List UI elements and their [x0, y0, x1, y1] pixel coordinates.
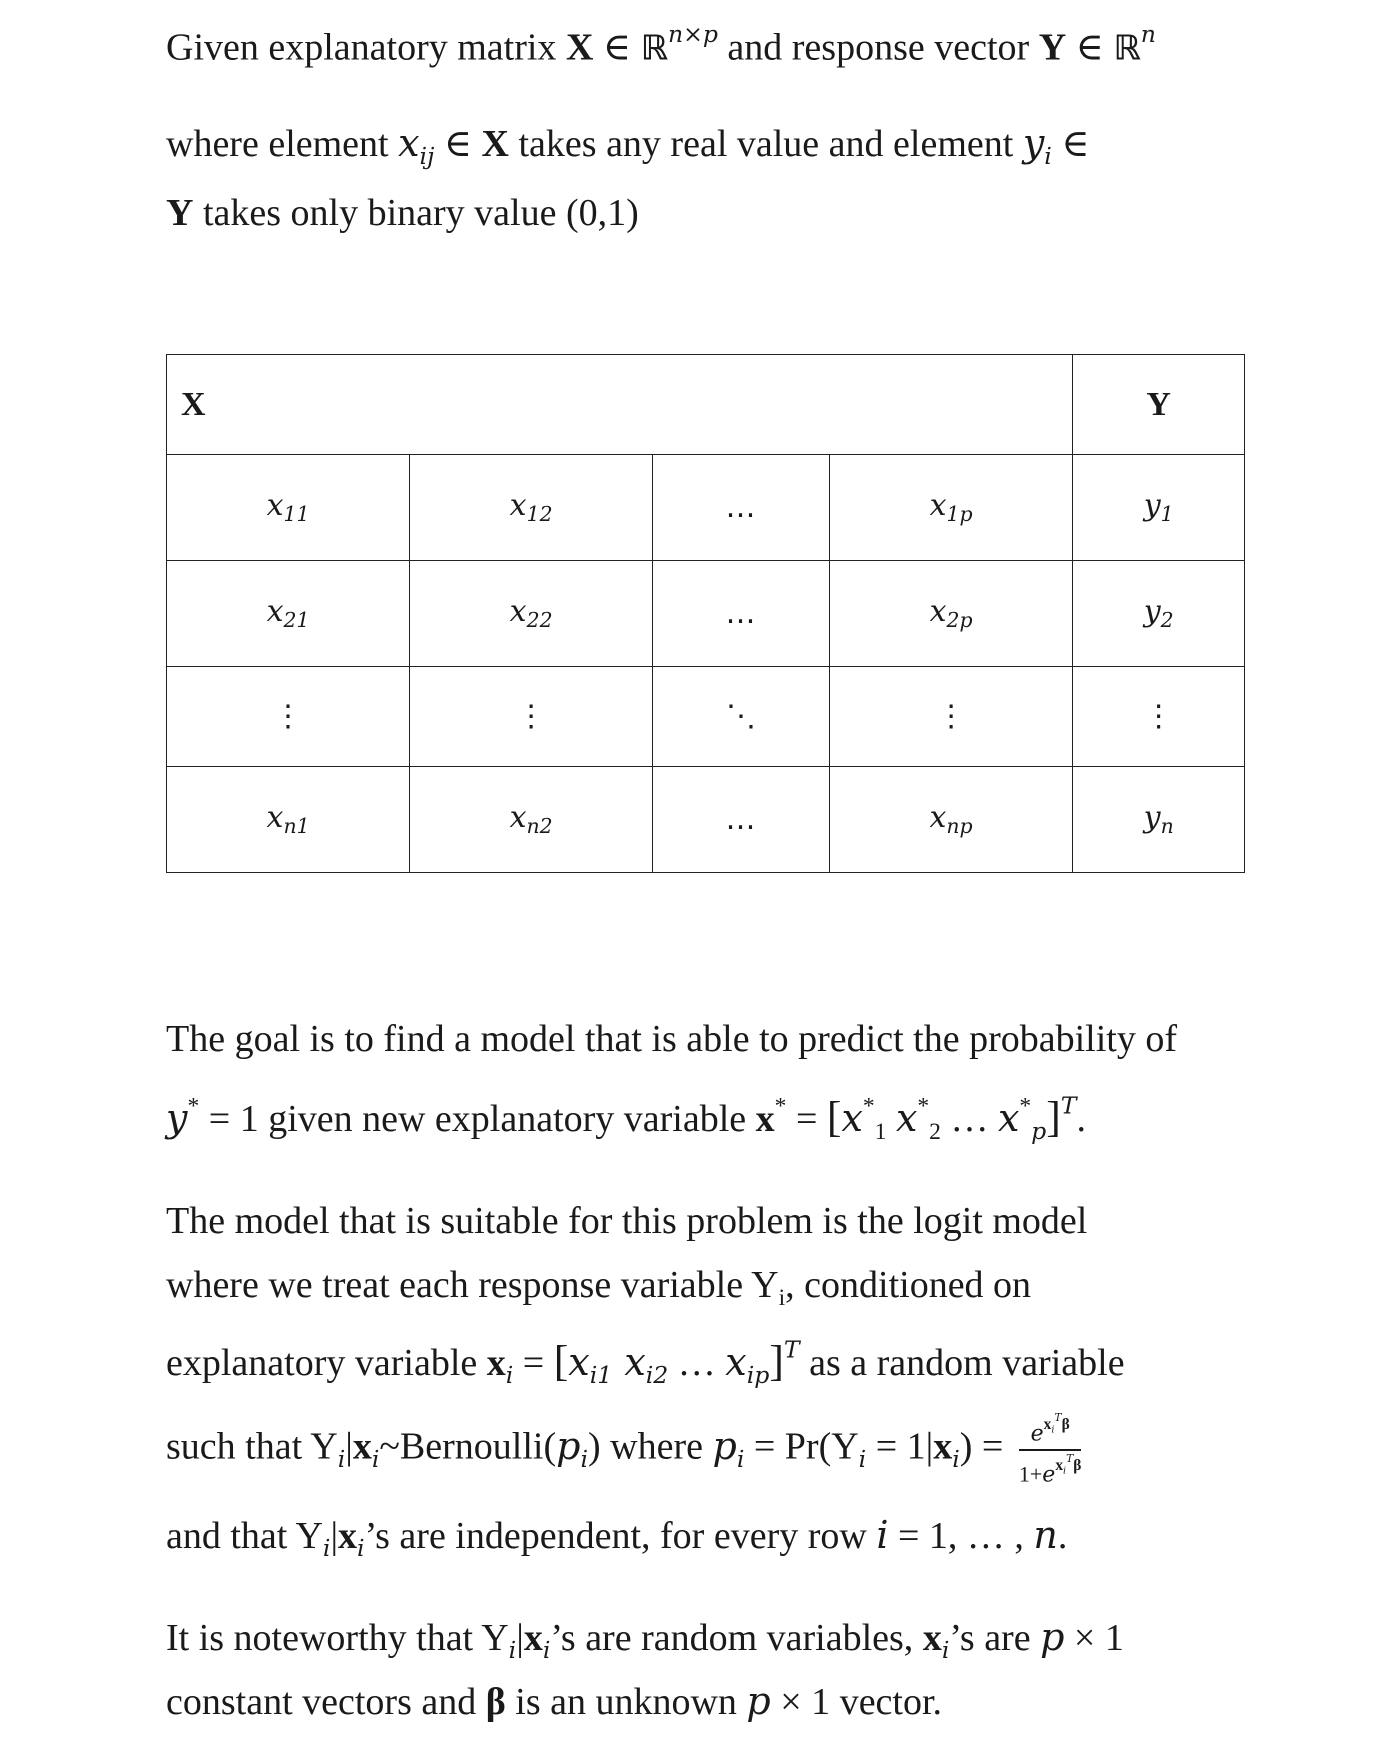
- note-line-1: It is noteworthy that $Y_i|x_i’s$ are random variables, $x_i’s$ are p × 1: [166, 1615, 1124, 1665]
- table-cell: $y_1$: [1073, 455, 1245, 561]
- note-text: ’s are: [949, 1617, 1031, 1659]
- table-cell: $x_{12}$: [410, 455, 653, 561]
- goal-line-1: The goal is to find a model that is able to predict the probability of: [166, 1018, 1177, 1060]
- intro-text: and response vector: [727, 26, 1030, 69]
- table-header-row: [167, 355, 1245, 455]
- table-cell: $x_{np}$: [829, 767, 1073, 873]
- table-cell: …: [653, 455, 830, 561]
- table-cell: ⋱: [653, 667, 830, 767]
- header-y: Y: [1073, 355, 1245, 455]
- model-text: where: [610, 1425, 703, 1468]
- table-row: [167, 667, 1245, 767]
- note-text: is an unknown: [515, 1681, 737, 1723]
- model-line-1: The model that is suitable for this problem is the logit model: [166, 1200, 1088, 1242]
- model-text: such that: [166, 1425, 303, 1468]
- intro-text: takes any real value and element: [518, 123, 1014, 165]
- table-cell: $x_{11}$: [167, 455, 410, 561]
- table-row: [167, 455, 1245, 561]
- model-line-2: [166, 1262, 1031, 1314]
- table-cell: …: [653, 767, 830, 873]
- note-text: ’s are random variables,: [550, 1617, 914, 1659]
- intro-text: where element: [166, 123, 389, 165]
- intro-line-2: where element $x_{ij}$ ∈ X takes any real value and element $y_i$ ∈: [166, 121, 1090, 171]
- logistic-fraction: $\frac{e^{x_i^T\beta}}{1+e^{x_i^T\beta}}$: [1018, 1411, 1082, 1488]
- table-cell: $x_{n1}$: [167, 767, 410, 873]
- table-cell: $x_{21}$: [167, 561, 410, 667]
- model-line-4: such that $Y_i|x_i\sim Bernoulli(p_i)$ where $p_i = Pr(Y_i = 1|x_i)$ = $\frac{e^{x_i^T\beta}}{1+e^{x_i^T\beta}}$: [166, 1411, 1082, 1488]
- data-matrix-table: [166, 354, 1245, 873]
- table-cell: ⋮: [1073, 667, 1245, 767]
- table-cell: …: [653, 561, 830, 667]
- model-text: explanatory variable: [166, 1342, 478, 1384]
- model-line-3: explanatory variable $x_i = [x_{i1}$ $x_{i2}$ … $x_{ip}]^T$ as a random variable: [166, 1335, 1125, 1390]
- note-line-2: constant vectors and β is an unknown p × 1 vector.: [166, 1679, 943, 1723]
- table-cell: $y_2$: [1073, 561, 1245, 667]
- table-row: [167, 561, 1245, 667]
- table-cell: $x_{n2}$: [410, 767, 653, 873]
- model-text: i: [778, 1285, 786, 1312]
- table-cell: ⋮: [410, 667, 653, 767]
- model-text: where we treat each response variable Y: [166, 1264, 779, 1306]
- table-row: [167, 767, 1245, 873]
- intro-text: takes only binary value (0,1): [202, 192, 639, 234]
- model-text: ’s are independent, for every row: [364, 1515, 867, 1557]
- table-cell: $x_{2p}$: [829, 561, 1073, 667]
- note-text: constant vectors and: [166, 1681, 477, 1723]
- table-cell: $x_{1p}$: [829, 455, 1073, 561]
- model-text: as a random variable: [809, 1342, 1125, 1384]
- note-text: vector.: [839, 1681, 943, 1723]
- model-text: Bernoulli: [399, 1425, 544, 1468]
- note-text: It is noteworthy that: [166, 1617, 474, 1659]
- table-cell: ⋮: [167, 667, 410, 767]
- model-text: , conditioned on: [785, 1264, 1032, 1306]
- table-cell: $y_n$: [1073, 767, 1245, 873]
- header-x: X: [167, 355, 1073, 455]
- intro-line-3: Y takes only binary value (0,1): [166, 192, 639, 234]
- model-line-5: and that $Y_i|x_i’s$ are independent, for every row i = 1, … , n.: [166, 1513, 1068, 1563]
- intro-text: Given explanatory matrix: [166, 26, 557, 69]
- table-cell: $x_{22}$: [410, 561, 653, 667]
- goal-line-2: y* = 1 given new explanatory variable $x^* = [x^*_1$ $x^*_2$ … $x^*_p]^T$.: [166, 1091, 1087, 1146]
- intro-line-1: Given explanatory matrix X ∈ ℝ$^{n\times p}$ and response vector Y ∈ ℝ$^n$: [166, 20, 1156, 69]
- table-cell: ⋮: [829, 667, 1073, 767]
- goal-text: 1 given new explanatory variable: [239, 1098, 747, 1140]
- model-text: and that: [166, 1515, 288, 1557]
